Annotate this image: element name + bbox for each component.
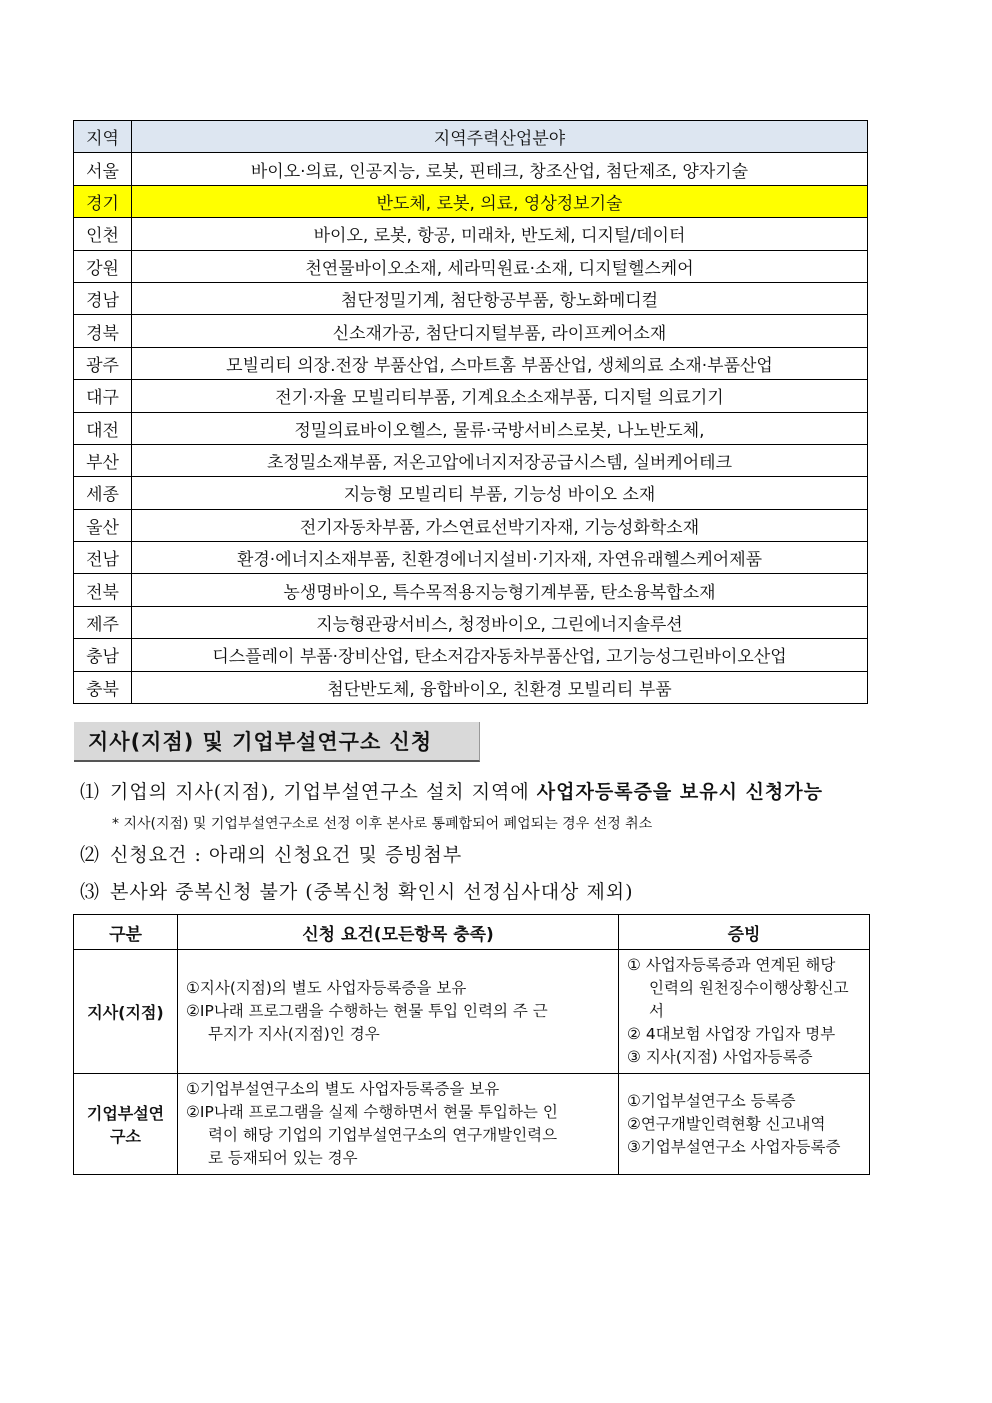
region-name: 대구 <box>74 380 132 412</box>
region-name: 충남 <box>74 639 132 671</box>
lab-category <box>74 1074 178 1175</box>
branch-conditions <box>178 950 619 1074</box>
branch-condition-1: ①지사(지점)의 별도 사업자등록증을 보유 <box>186 979 467 997</box>
region-industries: 환경·에너지소재부품, 친환경에너지설비·기자재, 자연유래헬스케어제품 <box>132 542 868 574</box>
region-name: 강원 <box>74 250 132 282</box>
lab-category-line-2: 구소 <box>110 1127 141 1146</box>
branch-evidence-1-cont: 인력의 원천징수이행상황신고서 <box>649 979 849 1020</box>
lab-condition-1: ①기업부설연구소의 별도 사업자등록증을 보유 <box>186 1080 500 1098</box>
cancellation-note: * 지사(지점) 및 기업부설연구소로 선정 이후 본사로 통폐합되어 폐업되는 경우 선정 취소 <box>112 816 653 832</box>
region-name: 세종 <box>74 477 132 509</box>
lab-row <box>74 1074 870 1175</box>
branch-evidence <box>619 950 870 1074</box>
region-industries: 지능형 모빌리티 부품, 기능성 바이오 소재 <box>132 477 868 509</box>
region-name: 경북 <box>74 315 132 347</box>
region-row <box>74 671 868 703</box>
region-industries: 전기·자율 모빌리티부품, 기계요소소재부품, 디지털 의료기기 <box>132 380 868 412</box>
region-name: 전북 <box>74 574 132 606</box>
lab-evidence <box>619 1074 870 1175</box>
region-industries: 반도체, 로봇, 의료, 영상정보기술 <box>132 185 868 217</box>
region-row <box>74 412 868 444</box>
region-name: 충북 <box>74 671 132 703</box>
item-1-bold-text: 사업자등록증을 보유시 신청가능 <box>536 781 823 803</box>
category-column-header: 구분 <box>74 915 178 950</box>
region-name: 대전 <box>74 412 132 444</box>
region-row <box>74 315 868 347</box>
region-industries: 첨단반도체, 융합바이오, 친환경 모빌리티 부품 <box>132 671 868 703</box>
requirements-table-header <box>74 915 870 950</box>
item-2-text: 신청요건 : 아래의 신청요건 및 증빙첨부 <box>110 844 463 866</box>
region-name: 서울 <box>74 153 132 185</box>
region-row <box>74 574 868 606</box>
lab-conditions <box>178 1074 619 1175</box>
region-industries: 바이오, 로봇, 항공, 미래차, 반도체, 디지털/데이터 <box>132 218 868 250</box>
branch-row <box>74 950 870 1074</box>
branch-condition-2: ②IP나래 프로그램을 수행하는 현물 투입 인력의 주 근 <box>186 1002 548 1020</box>
region-industries: 정밀의료바이오헬스, 물류·국방서비스로봇, 나노반도체, <box>132 412 868 444</box>
region-industries: 초정밀소재부품, 저온고압에너지저장공급시스템, 실버케어테크 <box>132 444 868 476</box>
item-3-text: 본사와 중복신청 불가 (중복신청 확인시 선정심사대상 제외) <box>110 881 634 903</box>
lab-evidence-2: ②연구개발인력현황 신고내역 <box>627 1114 826 1133</box>
region-row <box>74 444 868 476</box>
lab-category-line-1: 기업부설연 <box>86 1104 165 1123</box>
region-name: 광주 <box>74 347 132 379</box>
lab-evidence-1: ①기업부설연구소 등록증 <box>627 1091 796 1110</box>
region-industries: 디스플레이 부품·장비산업, 탄소저감자동차부품산업, 고기능성그린바이오산업 <box>132 639 868 671</box>
lab-condition-2-cont-2: 로 등재되어 있는 경우 <box>208 1149 358 1167</box>
region-industry-table <box>73 120 868 704</box>
item-1 <box>80 777 823 804</box>
region-name: 부산 <box>74 444 132 476</box>
region-row <box>74 282 868 314</box>
region-row <box>74 347 868 379</box>
branch-evidence-2: ② 4대보험 사업장 가입자 명부 <box>627 1025 836 1043</box>
region-row <box>74 250 868 282</box>
industry-column-header: 지역주력산업분야 <box>132 121 868 153</box>
region-column-header: 지역 <box>74 121 132 153</box>
item-2-number: ⑵ <box>80 844 101 866</box>
branch-category: 지사(지점) <box>74 950 178 1074</box>
region-row <box>74 153 868 185</box>
conditions-column-header: 신청 요건(모든항목 충족) <box>178 915 619 950</box>
item-1-number: ⑴ <box>80 781 101 803</box>
region-industries: 첨단정밀기계, 첨단항공부품, 항노화메디컬 <box>132 282 868 314</box>
region-row <box>74 380 868 412</box>
region-row <box>74 639 868 671</box>
branch-condition-2-cont: 무지가 지사(지점)인 경우 <box>208 1025 380 1043</box>
branch-evidence-1: ① 사업자등록증과 연계된 해당 <box>627 956 836 974</box>
region-name: 경남 <box>74 282 132 314</box>
region-industries: 농생명바이오, 특수목적용지능형기계부품, 탄소융복합소재 <box>132 574 868 606</box>
region-name: 제주 <box>74 606 132 638</box>
item-1-text: 기업의 지사(지점), 기업부설연구소 설치 지역에 <box>110 781 537 803</box>
section-title: 지사(지점) 및 기업부설연구소 신청 <box>74 722 480 762</box>
region-industries: 지능형관광서비스, 청정바이오, 그린에너지솔루션 <box>132 606 868 638</box>
region-name: 전남 <box>74 542 132 574</box>
region-industries: 바이오·의료, 인공지능, 로봇, 핀테크, 창조산업, 첨단제조, 양자기술 <box>132 153 868 185</box>
region-row <box>74 509 868 541</box>
region-name: 경기 <box>74 185 132 217</box>
region-industries: 천연물바이오소재, 세라믹원료·소재, 디지털헬스케어 <box>132 250 868 282</box>
region-industries: 모빌리티 의장.전장 부품산업, 스마트홈 부품산업, 생체의료 소재·부품산업 <box>132 347 868 379</box>
lab-condition-2: ②IP나래 프로그램을 실제 수행하면서 현물 투입하는 인 <box>186 1103 558 1121</box>
requirements-table <box>73 914 870 1175</box>
lab-evidence-3: ③기업부설연구소 사업자등록증 <box>627 1137 841 1156</box>
item-3 <box>80 877 634 904</box>
region-industries: 신소재가공, 첨단디지털부품, 라이프케어소재 <box>132 315 868 347</box>
region-row <box>74 542 868 574</box>
region-row <box>74 185 868 217</box>
region-name: 인천 <box>74 218 132 250</box>
region-row <box>74 477 868 509</box>
region-name: 울산 <box>74 509 132 541</box>
branch-evidence-3: ③ 지사(지점) 사업자등록증 <box>627 1048 813 1066</box>
region-row <box>74 606 868 638</box>
item-3-number: ⑶ <box>80 881 101 903</box>
item-2 <box>80 840 462 867</box>
region-row <box>74 218 868 250</box>
region-industries: 전기자동차부품, 가스연료선박기자재, 기능성화학소재 <box>132 509 868 541</box>
evidence-column-header: 증빙 <box>619 915 870 950</box>
lab-condition-2-cont: 력이 해당 기업의 기업부설연구소의 연구개발인력으 <box>208 1126 558 1144</box>
region-table-header <box>74 121 868 153</box>
